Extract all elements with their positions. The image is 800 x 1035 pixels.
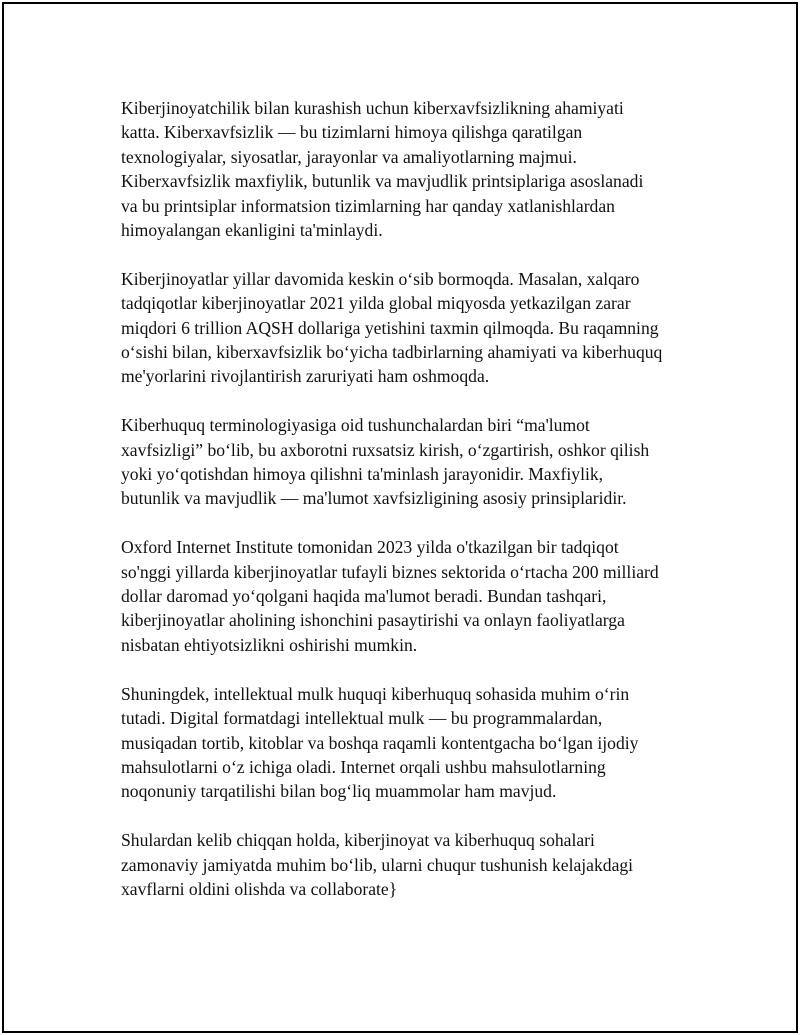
text-line: tutadi. Digital formatdagi intellektual mulk — bu programmalardan, bbox=[121, 708, 603, 729]
paragraph bbox=[121, 413, 721, 511]
text-line: va bu printsiplar informatsion tizimlarning har qanday xatlanishlardan bbox=[121, 195, 615, 216]
text-line: texnologiyalar, siyosatlar, jarayonlar va amaliyotlarning majmui. bbox=[121, 146, 577, 167]
text-line: nisbatan ehtiyotsizlikni oshirishi mumkin. bbox=[121, 634, 418, 655]
page-frame bbox=[2, 2, 798, 1033]
text-line: mahsulotlarni o‘z ichiga oladi. Internet orqali ushbu mahsulotlarning bbox=[121, 756, 606, 777]
text-line: so'nggi yillarda kiberjinoyatlar tufayli biznes sektorida o‘rtacha 200 milliard bbox=[121, 561, 659, 582]
text-line: butunlik va mavjudlik — ma'lumot xavfsizligining asosiy prinsiplaridir. bbox=[121, 488, 627, 509]
text-line: miqdori 6 trillion AQSH dollariga yetishini taxmin qilmoqda. Bu raqamning bbox=[121, 317, 659, 338]
text-line: Shulardan kelib chiqqan holda, kiberjinoyat va kiberhuquq sohalari bbox=[121, 830, 595, 851]
text-line: kiberjinoyatlar aholining ishonchini pasaytirishi va onlayn faoliyatlarga bbox=[121, 610, 625, 631]
text-line: Kiberxavfsizlik maxfiylik, butunlik va mavjudlik printsiplariga asoslanadi bbox=[121, 171, 644, 192]
text-line: noqonuniy tarqatilishi bilan bog‘liq muammolar ham mavjud. bbox=[121, 781, 557, 802]
text-line: xavflarni oldini olishda va collaborate} bbox=[121, 878, 398, 899]
text-line: katta. Kiberxavfsizlik — bu tizimlarni himoya qilishga qaratilgan bbox=[121, 122, 583, 143]
paragraph bbox=[121, 535, 721, 657]
text-line: Kiberjinoyatchilik bilan kurashish uchun kiberxavfsizlikning ahamiyati bbox=[121, 98, 624, 118]
text-line: tadqiqotlar kiberjinoyatlar 2021 yilda global miqyosda yetkazilgan zarar bbox=[121, 293, 631, 314]
text-line: dollar daromad yo‘qolgani haqida ma'lumot beradi. Bundan tashqari, bbox=[121, 586, 607, 607]
text-line: Kiberhuquq terminologiyasiga oid tushunchalardan biri “ma'lumot bbox=[121, 415, 590, 436]
text-line: Shuningdek, intellektual mulk huquqi kiberhuquq sohasida muhim o‘rin bbox=[121, 683, 630, 704]
text-line: zamonaviy jamiyatda muhim bo‘lib, ularni chuqur tushunish kelajakdagi bbox=[121, 854, 634, 875]
document-body bbox=[121, 96, 721, 926]
text-line: yoki yo‘qotishdan himoya qilishni ta'minlash jarayonidir. Maxfiylik, bbox=[121, 464, 604, 485]
text-line: himoyalangan ekanligini ta'minlaydi. bbox=[121, 220, 383, 241]
text-line: o‘sishi bilan, kiberxavfsizlik bo‘yicha tadbirlarning ahamiyati va kiberhuquq bbox=[121, 342, 663, 363]
paragraph bbox=[121, 267, 721, 389]
text-line: me'yorlarini rivojlantirish zaruriyati ham oshmoqda. bbox=[121, 366, 490, 387]
paragraph bbox=[121, 96, 721, 242]
text-line: Kiberjinoyatlar yillar davomida keskin o‘sib bormoqda. Masalan, xalqaro bbox=[121, 268, 640, 289]
paragraph bbox=[121, 682, 721, 804]
text-line: musiqadan tortib, kitoblar va boshqa raqamli kontentgacha bo‘lgan ijodiy bbox=[121, 732, 639, 753]
text-line: Oxford Internet Institute tomonidan 2023 yilda o'tkazilgan bir tadqiqot bbox=[121, 537, 619, 558]
text-line: xavfsizligi” bo‘lib, bu axborotni ruxsatsiz kirish, o‘zgartirish, oshkor qilish bbox=[121, 439, 650, 460]
paragraph bbox=[121, 828, 721, 901]
